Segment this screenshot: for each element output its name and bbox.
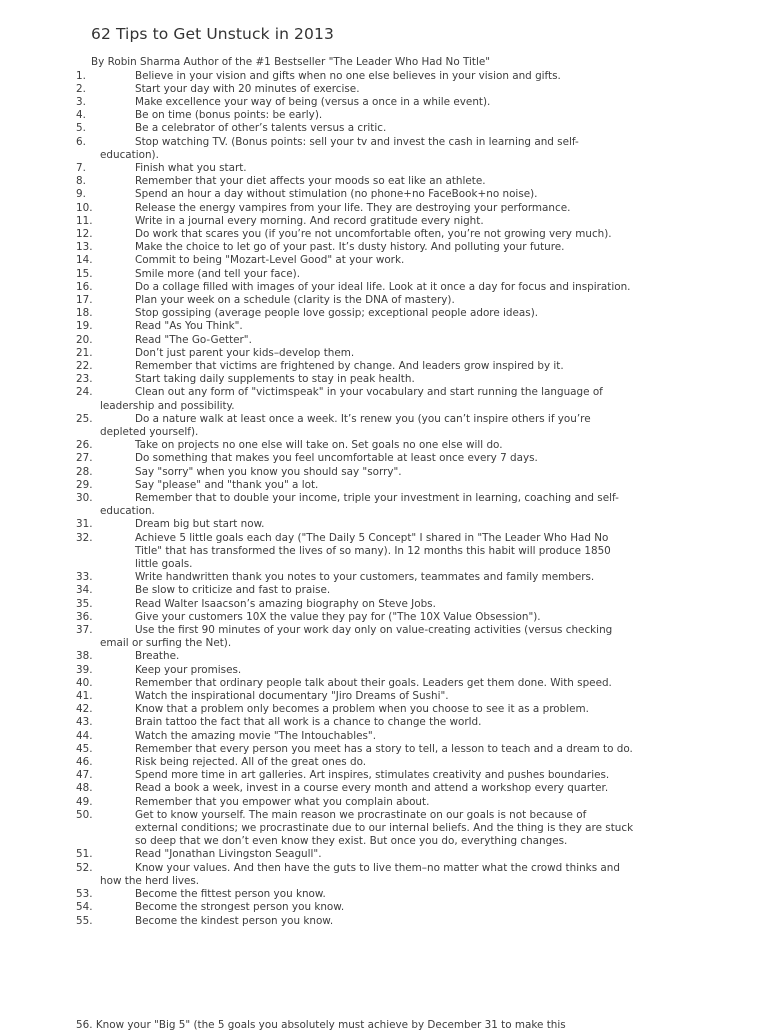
tip-item bbox=[0, 796, 768, 809]
tip-text-line: Title" that has transformed the lives of so many). In 12 months this habit will produce 1850 bbox=[135, 544, 611, 557]
tip-item bbox=[0, 492, 768, 518]
tip-number: 19. bbox=[76, 320, 93, 333]
tip-text-line: Breathe. bbox=[135, 650, 180, 663]
tip-number: 11. bbox=[76, 214, 93, 227]
tip-item bbox=[0, 360, 768, 373]
tip-item bbox=[0, 268, 768, 281]
tip-item bbox=[0, 716, 768, 729]
tip-text-line: Know that a problem only becomes a problem when you choose to see it as a problem. bbox=[135, 703, 589, 716]
tip-text-line: Spend an hour a day without stimulation (no phone+no FaceBook+no noise). bbox=[135, 188, 538, 201]
tip-text-line: so deep that we don’t even know they exist. But once you do, everything changes. bbox=[135, 835, 568, 848]
tip-number: 47. bbox=[76, 769, 93, 782]
tip-text-line: email or surfing the Net). bbox=[100, 637, 232, 650]
tip-item bbox=[0, 901, 768, 914]
tip-number: 45. bbox=[76, 742, 93, 755]
tip-item bbox=[0, 386, 768, 412]
tip-item bbox=[0, 730, 768, 743]
tip-number: 27. bbox=[76, 452, 93, 465]
tip-number: 26. bbox=[76, 439, 93, 452]
tip-text-line: education. bbox=[100, 505, 155, 518]
tip-text-line: Take on projects no one else will take on. Set goals no one else will do. bbox=[135, 439, 503, 452]
tip-item bbox=[0, 347, 768, 360]
tip-number: 3. bbox=[76, 95, 86, 108]
tip-text-line: little goals. bbox=[135, 558, 193, 571]
tip-item bbox=[0, 624, 768, 650]
tip-number: 4. bbox=[76, 109, 86, 122]
tip-number: 28. bbox=[76, 465, 93, 478]
tip-text-line: Clean out any form of "victimspeak" in your vocabulary and start running the language of bbox=[135, 386, 603, 399]
tip-item bbox=[0, 466, 768, 479]
tip-number: 10. bbox=[76, 201, 93, 214]
tip-item bbox=[0, 202, 768, 215]
tip-number: 49. bbox=[76, 795, 93, 808]
tip-text-line: Remember that ordinary people talk about their goals. Leaders get them done. With speed. bbox=[135, 676, 612, 689]
tip-item bbox=[0, 664, 768, 677]
tip-item bbox=[0, 650, 768, 663]
document-title: 62 Tips to Get Unstuck in 2013 bbox=[91, 25, 334, 43]
tip-number: 38. bbox=[76, 650, 93, 663]
tip-item bbox=[0, 756, 768, 769]
tip-text-line: Give your customers 10X the value they pay for ("The 10X Value Obsession"). bbox=[135, 610, 541, 623]
tip-number: 15. bbox=[76, 267, 93, 280]
tip-number: 39. bbox=[76, 663, 93, 676]
tip-text-line: Be a celebrator of other’s talents versus a critic. bbox=[135, 122, 387, 135]
tip-item bbox=[0, 915, 768, 928]
tip-item bbox=[0, 743, 768, 756]
tip-number: 21. bbox=[76, 346, 93, 359]
tip-number: 41. bbox=[76, 690, 93, 703]
tip-item bbox=[0, 439, 768, 452]
tip-item bbox=[0, 584, 768, 597]
tip-text-line: Spend more time in art galleries. Art inspires, stimulates creativity and pushes boundaries. bbox=[135, 769, 610, 782]
tip-item bbox=[0, 96, 768, 109]
tip-text-line: Read "Jonathan Livingston Seagull". bbox=[135, 848, 322, 861]
tip-number: 23. bbox=[76, 373, 93, 386]
tip-text-line: Watch the inspirational documentary "Jiro Dreams of Sushi". bbox=[135, 690, 449, 703]
tip-item bbox=[0, 769, 768, 782]
tip-item bbox=[0, 809, 768, 849]
tip-number: 30. bbox=[76, 492, 93, 504]
tip-item bbox=[0, 334, 768, 347]
tip-number: 18. bbox=[76, 307, 93, 320]
tip-item bbox=[0, 83, 768, 96]
tip-text-line: Smile more (and tell your face). bbox=[135, 267, 301, 280]
tip-text-line: Say "sorry" when you know you should say "sorry". bbox=[135, 465, 402, 478]
tip-item bbox=[0, 479, 768, 492]
tip-text-line: Know your values. And then have the guts to live them–no matter what the crowd thinks and bbox=[135, 861, 620, 874]
tip-number: 9. bbox=[76, 188, 86, 201]
tip-text-line: Plan your week on a schedule (clarity is the DNA of mastery). bbox=[135, 293, 455, 306]
tip-item bbox=[0, 413, 768, 439]
tip-number: 5. bbox=[76, 122, 86, 135]
tip-number: 54. bbox=[76, 901, 93, 914]
tip-text-line: Make the choice to let go of your past. It’s dusty history. And polluting your future. bbox=[135, 241, 565, 254]
tip-number: 51. bbox=[76, 848, 93, 861]
tip-number: 2. bbox=[76, 82, 86, 95]
author-byline: By Robin Sharma Author of the #1 Bestseller "The Leader Who Had No Title" bbox=[91, 56, 491, 68]
tip-number: 42. bbox=[76, 703, 93, 716]
tip-text-line: Be on time (bonus points: be early). bbox=[135, 109, 323, 122]
tip-item bbox=[0, 452, 768, 465]
tip-text-line: Get to know yourself. The main reason we procrastinate on our goals is not because of bbox=[135, 808, 587, 821]
tip-text-line: Commit to being "Mozart-Level Good" at your work. bbox=[135, 254, 405, 267]
tip-text-line: Remember that you empower what you complain about. bbox=[135, 795, 430, 808]
tip-item bbox=[0, 122, 768, 135]
tip-text-line: Brain tattoo the fact that all work is a chance to change the world. bbox=[135, 716, 482, 729]
tip-text-line: Keep your promises. bbox=[135, 663, 242, 676]
tip-number: 50. bbox=[76, 808, 93, 821]
tip-item bbox=[0, 532, 768, 572]
tip-item bbox=[0, 677, 768, 690]
tip-text-line: Don’t just parent your kids–develop them. bbox=[135, 346, 355, 359]
tip-number: 36. bbox=[76, 610, 93, 623]
tip-number: 16. bbox=[76, 280, 93, 293]
tip-number: 12. bbox=[76, 227, 93, 240]
tip-item bbox=[0, 598, 768, 611]
tip-item bbox=[0, 241, 768, 254]
tip-text-line: Do a nature walk at least once a week. It’s renew you (you can’t inspire others if you’re bbox=[135, 412, 591, 425]
tip-text-line: Become the fittest person you know. bbox=[135, 888, 326, 901]
tip-number: 33. bbox=[76, 571, 93, 584]
tip-item bbox=[0, 175, 768, 188]
tip-text-line: Finish what you start. bbox=[135, 161, 247, 174]
tip-text-line: Remember that to double your income, triple your investment in learning, coaching and self- bbox=[135, 492, 619, 504]
tip-number: 6. bbox=[76, 135, 86, 148]
tip-item bbox=[0, 703, 768, 716]
tip-text-line: Read Walter Isaacson’s amazing biography on Steve Jobs. bbox=[135, 597, 436, 610]
tip-text-line: Risk being rejected. All of the great ones do. bbox=[135, 756, 367, 769]
tip-text-line: external conditions; we procrastinate due to our internal beliefs. And the thing is they are stuck bbox=[135, 822, 634, 835]
tip-item bbox=[0, 862, 768, 888]
tip-item bbox=[0, 888, 768, 901]
tip-text-line: Write in a journal every morning. And record gratitude every night. bbox=[135, 214, 484, 227]
tip-item bbox=[0, 373, 768, 386]
tip-text-line: Stop watching TV. (Bonus points: sell your tv and invest the cash in learning and self- bbox=[135, 135, 579, 148]
tip-number: 52. bbox=[76, 861, 93, 874]
tip-text-line: Remember that your diet affects your moods so eat like an athlete. bbox=[135, 175, 486, 188]
tip-number: 31. bbox=[76, 518, 93, 531]
tip-text-line: Write handwritten thank you notes to your customers, teammates and family members. bbox=[135, 571, 595, 584]
tip-number: 17. bbox=[76, 293, 93, 306]
tip-item bbox=[0, 294, 768, 307]
tip-text-line: Do work that scares you (if you’re not uncomfortable often, you’re not growing very much). bbox=[135, 227, 612, 240]
tip-text-line: how the herd lives. bbox=[100, 874, 200, 887]
tip-text-line: Be slow to criticize and fast to praise. bbox=[135, 584, 331, 597]
tip-text-line: Start your day with 20 minutes of exercise. bbox=[135, 82, 360, 95]
tip-number: 24. bbox=[76, 386, 93, 399]
tip-number: 48. bbox=[76, 782, 93, 795]
tip-text-line: depleted yourself). bbox=[100, 425, 199, 438]
tip-item bbox=[0, 162, 768, 175]
tip-number: 7. bbox=[76, 161, 86, 174]
tip-number: 1. bbox=[76, 69, 86, 82]
tip-item bbox=[0, 70, 768, 83]
tip-number: 29. bbox=[76, 478, 93, 491]
tip-text-line: Do something that makes you feel uncomfortable at least once every 7 days. bbox=[135, 452, 538, 465]
tip-item bbox=[0, 215, 768, 228]
tip-item bbox=[0, 320, 768, 333]
tip-item bbox=[0, 782, 768, 795]
tip-number: 14. bbox=[76, 254, 93, 267]
tip-text-line: Believe in your vision and gifts when no one else believes in your vision and gifts. bbox=[135, 69, 561, 82]
tip-text-line: Read "As You Think". bbox=[135, 320, 243, 333]
tip-text-line: Achieve 5 little goals each day ("The Daily 5 Concept" I shared in "The Leader Who Had No bbox=[135, 531, 609, 544]
cut-off-next-page-line: 56. Know your "Big 5" (the 5 goals you absolutely must achieve by December 31 to make this bbox=[76, 1019, 566, 1031]
tip-number: 32. bbox=[76, 531, 93, 544]
tip-number: 55. bbox=[76, 914, 93, 927]
tip-item bbox=[0, 571, 768, 584]
tip-text-line: Watch the amazing movie "The Intouchables". bbox=[135, 729, 377, 742]
tip-text-line: Remember that every person you meet has a story to tell, a lesson to teach and a dream to do. bbox=[135, 742, 633, 755]
tip-number: 53. bbox=[76, 888, 93, 901]
tip-item bbox=[0, 136, 768, 162]
tip-text-line: Say "please" and "thank you" a lot. bbox=[135, 478, 319, 491]
tip-item bbox=[0, 690, 768, 703]
tip-number: 43. bbox=[76, 716, 93, 729]
tip-number: 25. bbox=[76, 412, 93, 425]
tip-number: 8. bbox=[76, 175, 86, 188]
tip-number: 22. bbox=[76, 359, 93, 372]
tip-text-line: education). bbox=[100, 148, 159, 161]
tip-item bbox=[0, 611, 768, 624]
tip-text-line: Become the kindest person you know. bbox=[135, 914, 334, 927]
tip-item bbox=[0, 188, 768, 201]
tip-item bbox=[0, 848, 768, 861]
tip-number: 46. bbox=[76, 756, 93, 769]
tip-item bbox=[0, 307, 768, 320]
tip-number: 34. bbox=[76, 584, 93, 597]
tip-text-line: Do a collage filled with images of your ideal life. Look at it once a day for focus and inspiration. bbox=[135, 280, 631, 293]
tip-text-line: Use the first 90 minutes of your work day only on value-creating activities (versus checking bbox=[135, 624, 613, 637]
tip-text-line: Read a book a week, invest in a course every month and attend a workshop every quarter. bbox=[135, 782, 609, 795]
tip-text-line: Start taking daily supplements to stay in peak health. bbox=[135, 373, 415, 386]
tip-text-line: Read "The Go-Getter". bbox=[135, 333, 252, 346]
tip-number: 44. bbox=[76, 729, 93, 742]
tip-number: 37. bbox=[76, 624, 93, 637]
tip-item bbox=[0, 228, 768, 241]
tip-item bbox=[0, 518, 768, 531]
tip-text-line: Dream big but start now. bbox=[135, 518, 265, 531]
tip-text-line: Stop gossiping (average people love gossip; exceptional people adore ideas). bbox=[135, 307, 539, 320]
tip-item bbox=[0, 109, 768, 122]
tips-list bbox=[0, 70, 768, 928]
tip-item bbox=[0, 254, 768, 267]
tip-text-line: Become the strongest person you know. bbox=[135, 901, 345, 914]
tip-number: 13. bbox=[76, 241, 93, 254]
tip-text-line: Release the energy vampires from your life. They are destroying your performance. bbox=[135, 201, 571, 214]
tip-item bbox=[0, 281, 768, 294]
tip-text-line: leadership and possibility. bbox=[100, 399, 235, 412]
tip-text-line: Make excellence your way of being (versus a once in a while event). bbox=[135, 95, 491, 108]
tip-text-line: Remember that victims are frightened by change. And leaders grow inspired by it. bbox=[135, 359, 564, 372]
tip-number: 35. bbox=[76, 597, 93, 610]
tip-number: 20. bbox=[76, 333, 93, 346]
tip-number: 40. bbox=[76, 676, 93, 689]
